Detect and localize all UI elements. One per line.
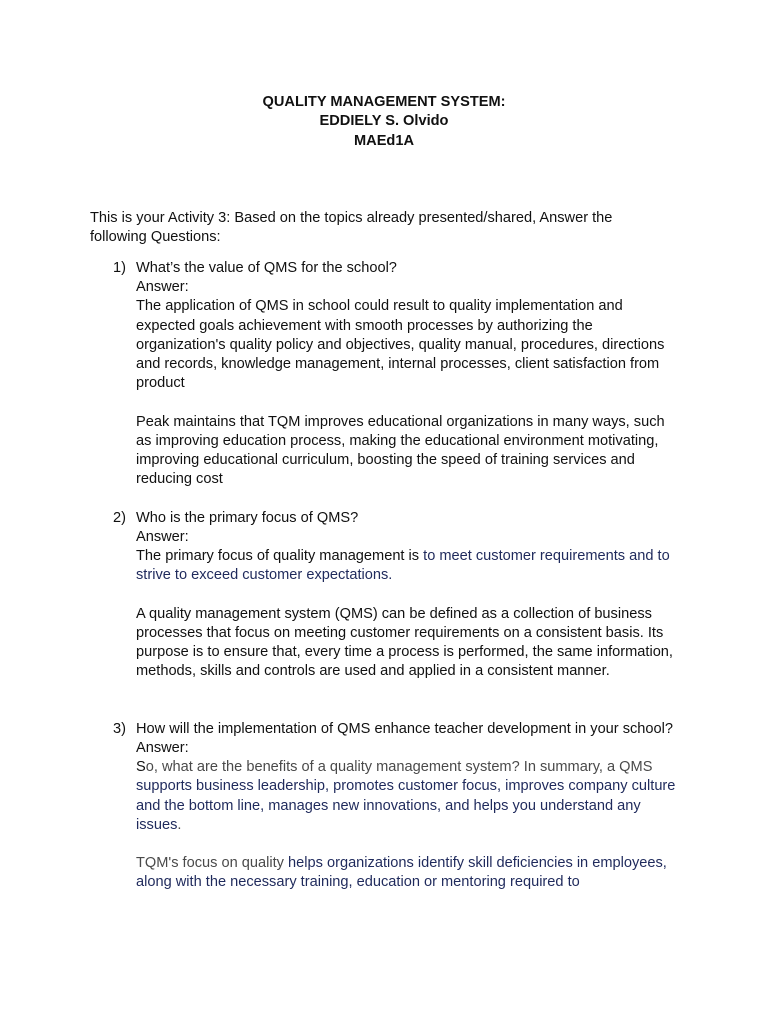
- answer-paragraph: A quality management system (QMS) can be defined as a collection of business processes that focus on meeting customer requirements on a consistent basis. Its purpose is to ensure that, every time a process is performed, the same information, methods, skills and controls are used and applied in a consistent manner.: [136, 605, 673, 680]
- highlighted-text: helps organizations identify skill deficiencies in employees, along with the necessary training, education or mentoring required to: [136, 855, 667, 891]
- author-name: EDDIELY S. Olvido: [319, 113, 449, 130]
- question-text: How will the implementation of QMS enhance teacher development in your school?: [136, 720, 674, 737]
- activity-instructions: This is your Activity 3: Based on the topics already presented/shared, Answer the following Questions:: [90, 210, 613, 246]
- answer-text: .: [177, 816, 182, 833]
- question-number: 1): [113, 260, 126, 276]
- course-code: MAEd1A: [354, 132, 414, 149]
- question-text: What’s the value of QMS for the school?: [136, 260, 397, 276]
- answer-paragraph: [136, 547, 683, 585]
- question-item-2: [113, 509, 683, 682]
- question-item-1: [113, 259, 683, 489]
- answer-paragraph: The application of QMS in school could result to quality implementation and expected goals achievement with smooth processes by authorizing the organization's quality policy and objectives, quality manual, procedures, directions and records, knowledge management, internal processes, client satisfaction from product: [136, 298, 665, 392]
- question-number: 3): [113, 720, 126, 737]
- answer-text: TQM's focus on quality: [136, 855, 289, 872]
- answer-text: The primary focus of quality management is: [136, 548, 424, 565]
- answer-label: Answer:: [136, 528, 189, 545]
- answer-label: Answer:: [136, 740, 189, 757]
- answer-text: .: [388, 567, 393, 584]
- answer-paragraph: [136, 854, 683, 892]
- highlighted-text: supports business leadership, promotes customer focus, improves company culture and the bottom line, manages new innovations, and helps you understand any issues: [136, 778, 676, 833]
- answer-text: o, what are the benefits of a quality management system? In summary, a QMS: [145, 759, 653, 776]
- question-item-3: [113, 720, 683, 893]
- question-number: 2): [113, 509, 126, 526]
- answer-text: S: [136, 759, 146, 776]
- answer-paragraph: Peak maintains that TQM improves educational organizations in many ways, such as improving education process, making the educational environment motivating, improving educational curriculum, boosting the speed of training services and reducing cost: [136, 413, 665, 488]
- document-header: [0, 93, 768, 151]
- question-list: [113, 259, 683, 893]
- question-text: Who is the primary focus of QMS?: [136, 509, 359, 526]
- answer-label: Answer:: [136, 279, 189, 296]
- document-title: QUALITY MANAGEMENT SYSTEM:: [262, 94, 506, 110]
- highlighted-text: to meet customer requirements and to strive to exceed customer expectations: [136, 548, 670, 584]
- answer-paragraph: [136, 758, 683, 835]
